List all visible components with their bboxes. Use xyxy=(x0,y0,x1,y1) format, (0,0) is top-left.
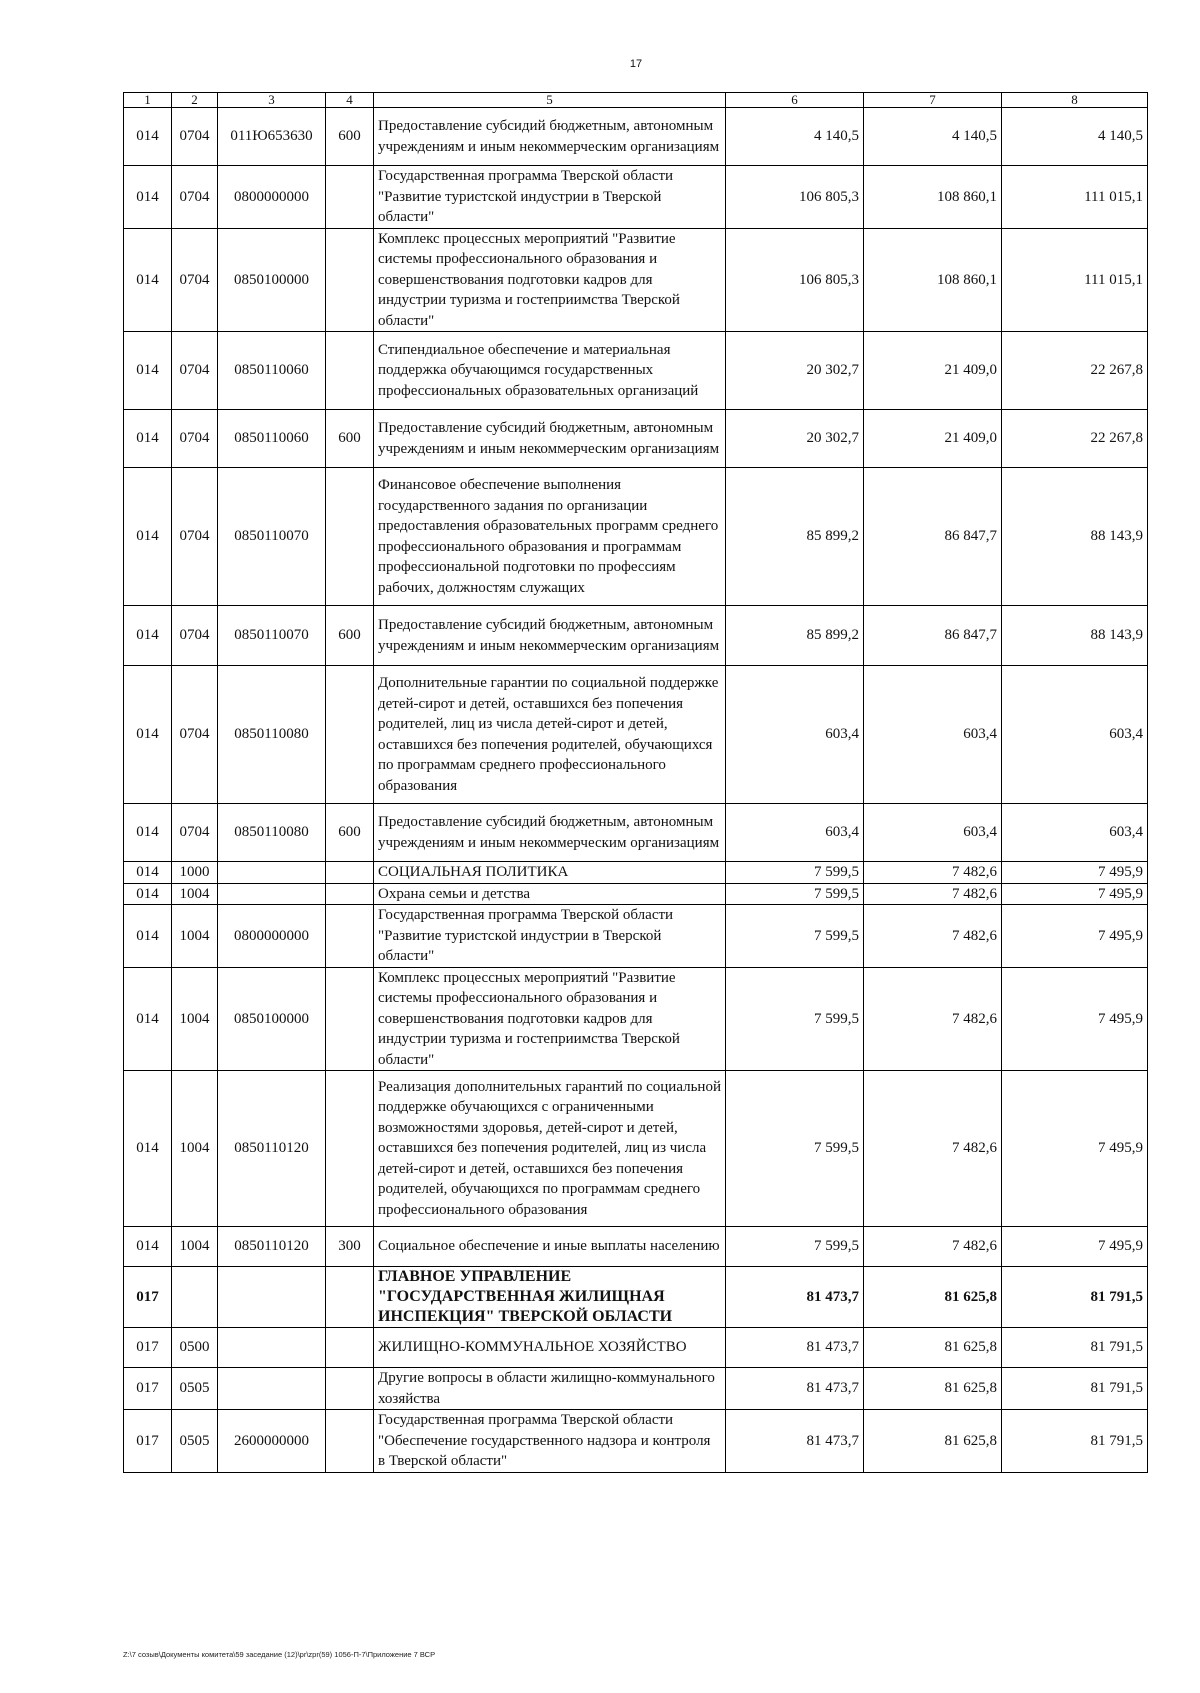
cell-target-code xyxy=(218,1267,326,1328)
cell-expense-type xyxy=(326,883,374,905)
cell-amount-year2: 7 482,6 xyxy=(864,905,1002,968)
cell-admin-code: 014 xyxy=(124,228,172,332)
cell-section-code: 1004 xyxy=(172,967,218,1071)
cell-amount-year3: 111 015,1 xyxy=(1002,166,1148,229)
cell-section-code: 1004 xyxy=(172,905,218,968)
cell-amount-year3: 603,4 xyxy=(1002,804,1148,862)
cell-amount-year2: 7 482,6 xyxy=(864,862,1002,884)
cell-target-code: 0850110080 xyxy=(218,666,326,804)
cell-admin-code: 014 xyxy=(124,332,172,410)
cell-amount-year1: 81 473,7 xyxy=(726,1410,864,1473)
cell-amount-year1: 81 473,7 xyxy=(726,1368,864,1410)
table-row xyxy=(124,862,1148,884)
cell-amount-year3: 88 143,9 xyxy=(1002,468,1148,606)
cell-amount-year1: 81 473,7 xyxy=(726,1267,864,1328)
table-row xyxy=(124,905,1148,968)
cell-description: Социальное обеспечение и иные выплаты населению xyxy=(374,1227,726,1267)
cell-section-code: 1004 xyxy=(172,883,218,905)
cell-amount-year1: 7 599,5 xyxy=(726,862,864,884)
cell-target-code: 0850110060 xyxy=(218,332,326,410)
cell-admin-code: 017 xyxy=(124,1410,172,1473)
cell-amount-year1: 20 302,7 xyxy=(726,410,864,468)
cell-amount-year3: 22 267,8 xyxy=(1002,332,1148,410)
cell-description: Дополнительные гарантии по социальной поддержке детей-сирот и детей, оставшихся без попечения родителей, лиц из числа детей-сирот и детей, оставшихся без попечения родителей, обучающихся по программам среднего профессионального образования xyxy=(374,666,726,804)
cell-amount-year1: 603,4 xyxy=(726,804,864,862)
cell-description: Комплекс процессных мероприятий "Развитие системы профессионального образования и совершенствования подготовки кадров для индустрии туризма и гостеприимства Тверской области" xyxy=(374,228,726,332)
cell-admin-code: 014 xyxy=(124,410,172,468)
cell-target-code: 0850110120 xyxy=(218,1071,326,1227)
cell-amount-year2: 7 482,6 xyxy=(864,1227,1002,1267)
cell-amount-year3: 7 495,9 xyxy=(1002,1227,1148,1267)
column-header: 5 xyxy=(374,93,726,108)
cell-section-code: 1004 xyxy=(172,1071,218,1227)
cell-description: Охрана семьи и детства xyxy=(374,883,726,905)
cell-expense-type xyxy=(326,468,374,606)
cell-amount-year1: 7 599,5 xyxy=(726,1071,864,1227)
cell-admin-code: 014 xyxy=(124,804,172,862)
table-row xyxy=(124,468,1148,606)
cell-amount-year2: 603,4 xyxy=(864,666,1002,804)
cell-section-code: 0500 xyxy=(172,1328,218,1368)
cell-expense-type: 300 xyxy=(326,1227,374,1267)
cell-admin-code: 014 xyxy=(124,1071,172,1227)
cell-expense-type: 600 xyxy=(326,410,374,468)
cell-amount-year3: 81 791,5 xyxy=(1002,1328,1148,1368)
cell-amount-year3: 7 495,9 xyxy=(1002,905,1148,968)
cell-section-code: 0704 xyxy=(172,606,218,666)
table-row xyxy=(124,1368,1148,1410)
cell-amount-year1: 7 599,5 xyxy=(726,967,864,1071)
cell-target-code xyxy=(218,1328,326,1368)
cell-admin-code: 014 xyxy=(124,468,172,606)
cell-target-code: 011Ю653630 xyxy=(218,108,326,166)
cell-section-code: 0704 xyxy=(172,804,218,862)
cell-target-code xyxy=(218,883,326,905)
cell-target-code: 0850100000 xyxy=(218,967,326,1071)
cell-admin-code: 017 xyxy=(124,1368,172,1410)
cell-description: Комплекс процессных мероприятий "Развитие системы профессионального образования и совершенствования подготовки кадров для индустрии туризма и гостеприимства Тверской области" xyxy=(374,967,726,1071)
cell-expense-type xyxy=(326,1368,374,1410)
cell-section-code: 0704 xyxy=(172,166,218,229)
cell-amount-year2: 7 482,6 xyxy=(864,1071,1002,1227)
table-row xyxy=(124,804,1148,862)
cell-target-code: 0850110120 xyxy=(218,1227,326,1267)
cell-target-code xyxy=(218,862,326,884)
cell-expense-type xyxy=(326,967,374,1071)
cell-amount-year1: 85 899,2 xyxy=(726,468,864,606)
column-header: 4 xyxy=(326,93,374,108)
cell-admin-code: 017 xyxy=(124,1267,172,1328)
cell-description: Финансовое обеспечение выполнения государственного задания по организации предоставления образовательных программ среднего профессионального образования и программам профессиональной подготовки по профессиям рабочих, должностям служащих xyxy=(374,468,726,606)
cell-expense-type xyxy=(326,1267,374,1328)
column-header: 8 xyxy=(1002,93,1148,108)
cell-description: Предоставление субсидий бюджетным, автономным учреждениям и иным некоммерческим организациям xyxy=(374,108,726,166)
cell-section-code: 0704 xyxy=(172,228,218,332)
cell-amount-year3: 81 791,5 xyxy=(1002,1410,1148,1473)
cell-amount-year2: 81 625,8 xyxy=(864,1267,1002,1328)
cell-description: СОЦИАЛЬНАЯ ПОЛИТИКА xyxy=(374,862,726,884)
cell-amount-year1: 20 302,7 xyxy=(726,332,864,410)
cell-section-code: 0505 xyxy=(172,1368,218,1410)
cell-section-code: 0505 xyxy=(172,1410,218,1473)
cell-section-code: 1000 xyxy=(172,862,218,884)
cell-description: Стипендиальное обеспечение и материальная поддержка обучающимся государственных профессиональных образовательных организаций xyxy=(374,332,726,410)
column-header: 3 xyxy=(218,93,326,108)
cell-amount-year1: 7 599,5 xyxy=(726,905,864,968)
cell-target-code: 0850100000 xyxy=(218,228,326,332)
cell-section-code: 0704 xyxy=(172,410,218,468)
cell-description: Другие вопросы в области жилищно-коммунального хозяйства xyxy=(374,1368,726,1410)
cell-expense-type xyxy=(326,166,374,229)
footer-file-path: Z:\7 созыв\Документы комитета\59 заседание (12)\pr\zpr(59) 1056-П-7\Приложение 7 ВСР xyxy=(123,1650,436,1659)
table-row xyxy=(124,606,1148,666)
cell-amount-year1: 7 599,5 xyxy=(726,1227,864,1267)
cell-section-code: 1004 xyxy=(172,1227,218,1267)
cell-expense-type xyxy=(326,862,374,884)
cell-expense-type xyxy=(326,332,374,410)
column-header: 2 xyxy=(172,93,218,108)
cell-admin-code: 014 xyxy=(124,108,172,166)
cell-amount-year1: 85 899,2 xyxy=(726,606,864,666)
cell-amount-year1: 106 805,3 xyxy=(726,166,864,229)
column-header: 6 xyxy=(726,93,864,108)
cell-amount-year3: 7 495,9 xyxy=(1002,862,1148,884)
cell-target-code: 0800000000 xyxy=(218,166,326,229)
cell-description: Предоставление субсидий бюджетным, автономным учреждениям и иным некоммерческим организациям xyxy=(374,804,726,862)
cell-description: Предоставление субсидий бюджетным, автономным учреждениям и иным некоммерческим организациям xyxy=(374,606,726,666)
cell-target-code xyxy=(218,1368,326,1410)
cell-amount-year2: 81 625,8 xyxy=(864,1410,1002,1473)
budget-table xyxy=(123,92,1148,1473)
cell-admin-code: 014 xyxy=(124,967,172,1071)
cell-target-code: 2600000000 xyxy=(218,1410,326,1473)
cell-amount-year1: 4 140,5 xyxy=(726,108,864,166)
cell-description: ЖИЛИЩНО-КОММУНАЛЬНОЕ ХОЗЯЙСТВО xyxy=(374,1328,726,1368)
cell-target-code: 0850110060 xyxy=(218,410,326,468)
table-row xyxy=(124,967,1148,1071)
cell-expense-type xyxy=(326,905,374,968)
cell-amount-year2: 4 140,5 xyxy=(864,108,1002,166)
cell-description: Государственная программа Тверской области "Обеспечение государственного надзора и контроля в Тверской области" xyxy=(374,1410,726,1473)
cell-admin-code: 014 xyxy=(124,883,172,905)
cell-target-code: 0850110070 xyxy=(218,606,326,666)
table-row xyxy=(124,1267,1148,1328)
table-row xyxy=(124,1227,1148,1267)
cell-expense-type xyxy=(326,1071,374,1227)
cell-section-code xyxy=(172,1267,218,1328)
cell-admin-code: 014 xyxy=(124,1227,172,1267)
cell-amount-year3: 7 495,9 xyxy=(1002,1071,1148,1227)
cell-amount-year3: 22 267,8 xyxy=(1002,410,1148,468)
cell-expense-type xyxy=(326,1328,374,1368)
cell-section-code: 0704 xyxy=(172,332,218,410)
cell-expense-type xyxy=(326,1410,374,1473)
cell-expense-type: 600 xyxy=(326,108,374,166)
table-row xyxy=(124,108,1148,166)
table-row xyxy=(124,1328,1148,1368)
cell-amount-year3: 81 791,5 xyxy=(1002,1368,1148,1410)
cell-admin-code: 014 xyxy=(124,606,172,666)
cell-description: ГЛАВНОЕ УПРАВЛЕНИЕ "ГОСУДАРСТВЕННАЯ ЖИЛИЩНАЯ ИНСПЕКЦИЯ" ТВЕРСКОЙ ОБЛАСТИ xyxy=(374,1267,726,1328)
table-row xyxy=(124,228,1148,332)
cell-admin-code: 014 xyxy=(124,166,172,229)
cell-admin-code: 017 xyxy=(124,1328,172,1368)
cell-amount-year1: 603,4 xyxy=(726,666,864,804)
cell-amount-year1: 106 805,3 xyxy=(726,228,864,332)
cell-target-code: 0850110080 xyxy=(218,804,326,862)
cell-expense-type xyxy=(326,228,374,332)
cell-amount-year3: 7 495,9 xyxy=(1002,883,1148,905)
cell-section-code: 0704 xyxy=(172,108,218,166)
cell-expense-type xyxy=(326,666,374,804)
column-header: 1 xyxy=(124,93,172,108)
cell-amount-year1: 81 473,7 xyxy=(726,1328,864,1368)
cell-admin-code: 014 xyxy=(124,862,172,884)
cell-admin-code: 014 xyxy=(124,666,172,804)
cell-amount-year2: 86 847,7 xyxy=(864,468,1002,606)
cell-amount-year3: 88 143,9 xyxy=(1002,606,1148,666)
cell-target-code: 0800000000 xyxy=(218,905,326,968)
page-number: 17 xyxy=(629,58,643,70)
cell-description: Государственная программа Тверской области "Развитие туристской индустрии в Тверской области" xyxy=(374,166,726,229)
column-header: 7 xyxy=(864,93,1002,108)
cell-amount-year2: 7 482,6 xyxy=(864,883,1002,905)
cell-amount-year2: 7 482,6 xyxy=(864,967,1002,1071)
table-header-row xyxy=(124,93,1148,108)
cell-description: Предоставление субсидий бюджетным, автономным учреждениям и иным некоммерческим организациям xyxy=(374,410,726,468)
cell-admin-code: 014 xyxy=(124,905,172,968)
cell-amount-year3: 7 495,9 xyxy=(1002,967,1148,1071)
cell-amount-year3: 603,4 xyxy=(1002,666,1148,804)
cell-amount-year2: 81 625,8 xyxy=(864,1368,1002,1410)
cell-amount-year2: 603,4 xyxy=(864,804,1002,862)
cell-target-code: 0850110070 xyxy=(218,468,326,606)
cell-section-code: 0704 xyxy=(172,666,218,804)
cell-description: Государственная программа Тверской области "Развитие туристской индустрии в Тверской области" xyxy=(374,905,726,968)
cell-expense-type: 600 xyxy=(326,804,374,862)
cell-amount-year2: 86 847,7 xyxy=(864,606,1002,666)
table-row xyxy=(124,666,1148,804)
cell-amount-year2: 108 860,1 xyxy=(864,166,1002,229)
table-row xyxy=(124,883,1148,905)
cell-amount-year3: 4 140,5 xyxy=(1002,108,1148,166)
table-row xyxy=(124,1071,1148,1227)
cell-amount-year2: 21 409,0 xyxy=(864,332,1002,410)
cell-expense-type: 600 xyxy=(326,606,374,666)
table-body xyxy=(124,108,1148,1473)
cell-amount-year1: 7 599,5 xyxy=(726,883,864,905)
cell-description: Реализация дополнительных гарантий по социальной поддержке обучающихся с ограниченными возможностями здоровья, детей-сирот и детей, оставшихся без попечения родителей, лиц из числа детей-сирот и детей, оставшихся без попечения родителей, обучающихся по программам среднего профессионального образования xyxy=(374,1071,726,1227)
table-row xyxy=(124,166,1148,229)
cell-amount-year2: 81 625,8 xyxy=(864,1328,1002,1368)
cell-amount-year2: 108 860,1 xyxy=(864,228,1002,332)
table-row xyxy=(124,1410,1148,1473)
cell-amount-year3: 81 791,5 xyxy=(1002,1267,1148,1328)
table-row xyxy=(124,332,1148,410)
table-row xyxy=(124,410,1148,468)
cell-amount-year2: 21 409,0 xyxy=(864,410,1002,468)
cell-section-code: 0704 xyxy=(172,468,218,606)
cell-amount-year3: 111 015,1 xyxy=(1002,228,1148,332)
